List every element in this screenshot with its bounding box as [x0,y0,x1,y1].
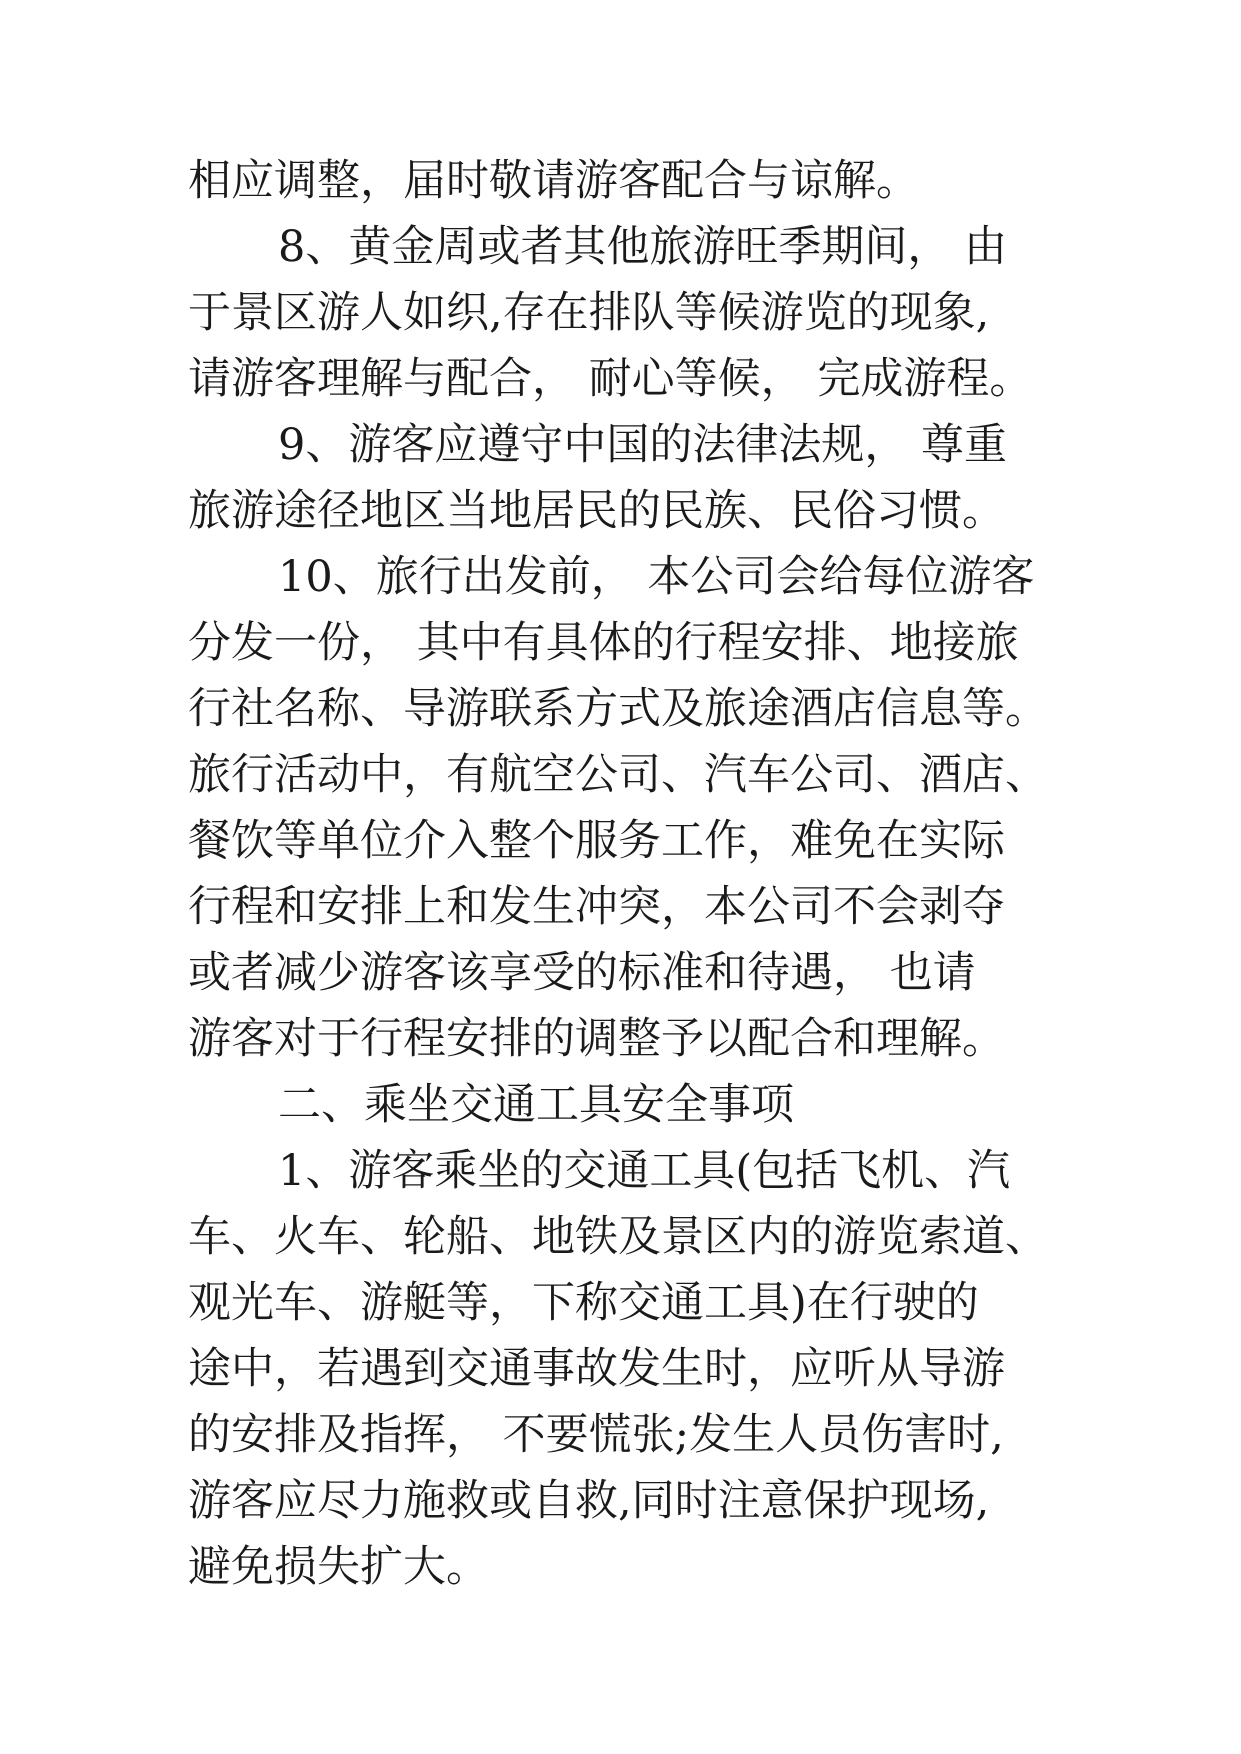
text-line: 的安排及指挥， 不要慌张;发生人员伤害时, [188,1410,1004,1460]
text-line: 行社名称、导游联系方式及旅途酒店信息等。 [188,684,1048,734]
text-line: 途中，若遇到交通事故发生时，应听从导游 [188,1344,1005,1394]
text-line: 车、火车、轮船、地铁及景区内的游览索道、 [188,1212,1048,1262]
paragraph-start-item-1: 1、游客乘坐的交通工具(包括飞机、汽 [278,1146,1011,1196]
text-line: 行程和安排上和发生冲突，本公司不会剥夺 [188,882,1005,932]
text-line: 游客应尽力施救或自救,同时注意保护现场, [188,1476,990,1526]
text-line: 或者减少游客该享受的标准和待遇， 也请 [188,948,976,998]
text-line: 分发一份， 其中有具体的行程安排、地接旅 [188,618,1019,668]
section-heading: 二、乘坐交通工具安全事项 [278,1080,794,1130]
paragraph-start-item-8: 8、黄金周或者其他旅游旺季期间， 由 [278,222,1008,272]
text-line: 餐饮等单位介入整个服务工作，难免在实际 [188,816,1005,866]
text-line: 相应调整，届时敬请游客配合与谅解。 [188,156,919,206]
text-line: 旅游途径地区当地居民的民族、民俗习惯。 [188,486,1005,536]
text-line: 避免损失扩大。 [188,1542,489,1592]
paragraph-start-item-10: 10、旅行出发前， 本公司会给每位游客 [278,552,1035,602]
text-line: 请游客理解与配合， 耐心等候， 完成游程。 [188,354,1033,404]
body-text [188,148,1108,1600]
text-line: 旅行活动中，有航空公司、汽车公司、酒店、 [188,750,1048,800]
paragraph-start-item-9: 9、游客应遵守中国的法律法规， 尊重 [278,420,1008,470]
text-line: 游客对于行程安排的调整予以配合和理解。 [188,1014,1005,1064]
text-line: 观光车、游艇等，下称交通工具)在行驶的 [188,1278,979,1328]
text-line: 于景区游人如织,存在排队等候游览的现象, [188,288,990,338]
